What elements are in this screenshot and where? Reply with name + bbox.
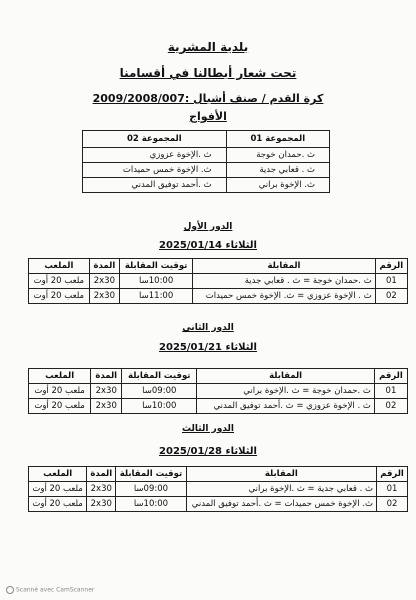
match-number: 02 bbox=[377, 497, 408, 512]
match-duration: 2x30 bbox=[89, 289, 119, 304]
match-number: 02 bbox=[375, 289, 407, 304]
match-time: 10:00سا bbox=[122, 399, 197, 414]
group-2-team: ث .الإخوة عزوزي bbox=[83, 148, 227, 163]
match-header-row bbox=[29, 369, 408, 384]
col-stadium: الملعب bbox=[29, 467, 87, 482]
scanner-watermark bbox=[6, 586, 94, 594]
match-teams: ث . قعابي جدية = ث .الإخوة براني bbox=[186, 482, 376, 497]
match-time: 10:00سا bbox=[120, 274, 193, 289]
round-3-date: الثلاثاء 2025/01/28 bbox=[159, 446, 257, 457]
match-time: 09:00سا bbox=[122, 384, 197, 399]
match-stadium: ملعب 20 أوت bbox=[29, 497, 87, 512]
round-3-title: الدور الثالث bbox=[182, 424, 234, 434]
match-stadium: ملعب 20 أوت bbox=[29, 482, 87, 497]
match-header-row bbox=[29, 467, 408, 482]
slogan-title: تحت شعار أبطالنا في أقسامنا bbox=[119, 66, 297, 80]
table-row bbox=[29, 482, 408, 497]
round-2-title: الدور الثاني bbox=[182, 323, 234, 333]
match-stadium: ملعب 20 أوت bbox=[29, 289, 90, 304]
scanner-watermark-text: Scanné avec CamScanner bbox=[16, 586, 95, 594]
match-teams: ث .حمدان خوجة = ث .الإخوة براني bbox=[197, 384, 375, 399]
table-row bbox=[29, 399, 408, 414]
municipality-title: بلدية المشرية bbox=[167, 40, 249, 54]
table-row bbox=[29, 289, 408, 304]
table-row bbox=[29, 497, 408, 512]
col-number: الرقم bbox=[377, 467, 408, 482]
round-1-table bbox=[28, 258, 408, 304]
match-number: 01 bbox=[377, 482, 408, 497]
match-time: 09:00سا bbox=[116, 482, 186, 497]
round-2-date: الثلاثاء 2025/01/21 bbox=[159, 342, 257, 353]
match-stadium: ملعب 20 أوت bbox=[29, 384, 91, 399]
match-duration: 2x30 bbox=[89, 274, 119, 289]
col-time: توقيت المقابلة bbox=[122, 369, 197, 384]
group-1-team: ث. الإخوة براني bbox=[226, 178, 329, 193]
match-teams: ث . الإخوة عزوزي = ث .أحمد توفيق المدني bbox=[197, 399, 375, 414]
match-duration: 2x30 bbox=[87, 497, 116, 512]
match-stadium: ملعب 20 أوت bbox=[29, 399, 91, 414]
round-1-title: الدور الأول bbox=[183, 222, 233, 232]
round-2-table bbox=[28, 368, 408, 414]
match-number: 02 bbox=[374, 399, 407, 414]
match-duration: 2x30 bbox=[91, 384, 122, 399]
match-teams: ث . الإخوة عزوزي = ث. الإخوة خمس حميدات bbox=[193, 289, 375, 304]
match-time: 10:00سا bbox=[116, 497, 186, 512]
groups-heading: الأفواج bbox=[189, 110, 227, 123]
table-row bbox=[29, 384, 408, 399]
match-teams: ث .حمدان خوجة = ث . قعابي جدية bbox=[193, 274, 375, 289]
match-duration: 2x30 bbox=[91, 399, 122, 414]
group-1-team: ث . قعابي جدية bbox=[226, 163, 329, 178]
col-match: المقابلة bbox=[197, 369, 375, 384]
col-duration: المدة bbox=[91, 369, 122, 384]
table-row bbox=[83, 148, 330, 163]
table-row bbox=[83, 163, 330, 178]
col-duration: المدة bbox=[87, 467, 116, 482]
match-number: 01 bbox=[375, 274, 407, 289]
round-3-table bbox=[28, 466, 408, 512]
round-1-date: الثلاثاء 2025/01/14 bbox=[159, 240, 257, 251]
category-title: كرة القدم / صنف أشبال :2009/2008/007 bbox=[92, 92, 324, 105]
camscanner-icon bbox=[6, 586, 14, 594]
match-time: 11:00سا bbox=[120, 289, 193, 304]
col-number: الرقم bbox=[375, 259, 407, 274]
match-teams: ث. الإخوة خمس حميدات = ث .أحمد توفيق المدني bbox=[186, 497, 376, 512]
group-1-header: المجموعة 01 bbox=[226, 131, 329, 148]
match-stadium: ملعب 20 أوت bbox=[29, 274, 90, 289]
col-duration: المدة bbox=[89, 259, 119, 274]
match-header-row bbox=[29, 259, 408, 274]
col-time: توقيت المقابلة bbox=[116, 467, 186, 482]
col-match: المقابلة bbox=[193, 259, 375, 274]
col-stadium: الملعب bbox=[29, 369, 91, 384]
groups-header-row bbox=[83, 131, 330, 148]
groups-table bbox=[82, 130, 330, 193]
col-number: الرقم bbox=[374, 369, 407, 384]
group-2-team: ث .أحمد توفيق المدني bbox=[83, 178, 227, 193]
group-2-header: المجموعة 02 bbox=[83, 131, 227, 148]
col-match: المقابلة bbox=[186, 467, 376, 482]
col-stadium: الملعب bbox=[29, 259, 90, 274]
table-row bbox=[29, 274, 408, 289]
col-time: توقيت المقابلة bbox=[120, 259, 193, 274]
table-row bbox=[83, 178, 330, 193]
group-2-team: ث. الإخوة خمس حميدات bbox=[83, 163, 227, 178]
match-number: 01 bbox=[374, 384, 407, 399]
match-duration: 2x30 bbox=[87, 482, 116, 497]
group-1-team: ث .حمدان خوجة bbox=[226, 148, 329, 163]
